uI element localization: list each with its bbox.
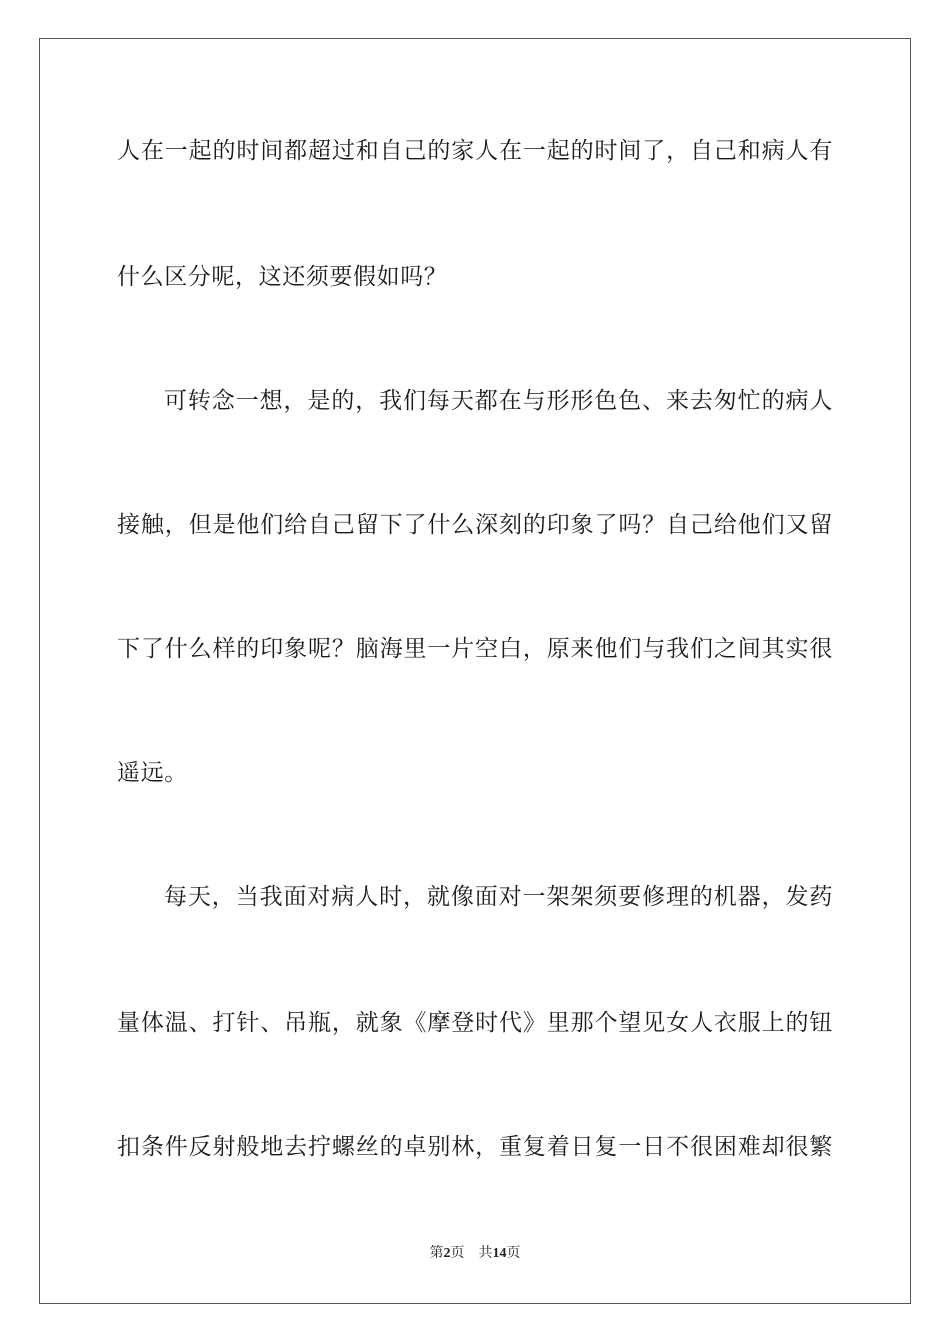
page-border: [39, 38, 911, 1304]
footer-total-pages: 14: [492, 1246, 507, 1261]
footer-page-suffix: 页: [450, 1246, 465, 1261]
text-line-2: 什么区分呢，这还须要假如吗？: [117, 264, 448, 290]
text-line-9: 扣条件反射般地去拧螺丝的卓别林，重复着日复一日不很困难却很繁: [117, 1134, 833, 1160]
text-line-3: 可转念一想，是的，我们每天都在与形形色色、来去匆忙的病人: [164, 388, 833, 414]
text-line-1: 人在一起的时间都超过和自己的家人在一起的时间了，自己和病人有: [117, 138, 833, 164]
footer-page-prefix: 第: [429, 1246, 444, 1261]
text-line-5: 下了什么样的印象呢？脑海里一片空白，原来他们与我们之间其实很: [117, 636, 833, 662]
text-line-6: 遥远。: [117, 760, 188, 786]
footer-total-prefix: 共: [478, 1246, 493, 1261]
text-line-4: 接触，但是他们给自己留下了什么深刻的印象了吗？自己给他们又留: [117, 512, 833, 538]
text-line-7: 每天，当我面对病人时，就像面对一架架须要修理的机器，发药: [164, 884, 833, 910]
page-footer: [0, 1245, 950, 1263]
text-line-8: 量体温、打针、吊瓶，就象《摩登时代》里那个望见女人衣服上的钮: [117, 1010, 833, 1036]
footer-page-number: 2: [443, 1246, 451, 1261]
footer-total-suffix: 页: [506, 1246, 521, 1261]
